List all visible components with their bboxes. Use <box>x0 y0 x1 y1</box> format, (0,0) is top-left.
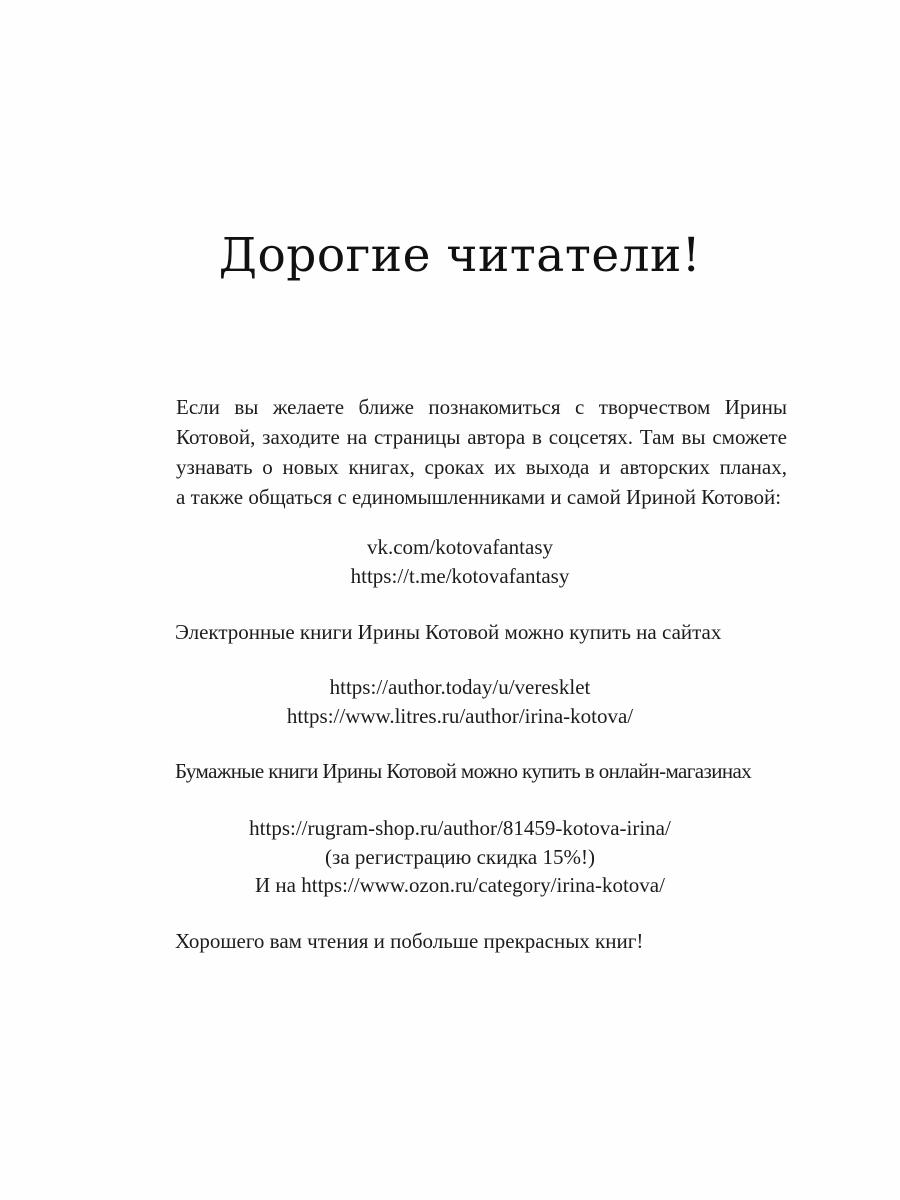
ebooks-heading: Электронные книги Ирины Котовой можно купить на сайтах <box>175 620 722 644</box>
closing-line: Хорошего вам чтения и побольше прекрасных книг! <box>175 929 644 953</box>
social-link-vk[interactable]: vk.com/kotovafantasy <box>366 535 554 559</box>
paper-link-ozon[interactable]: И на https://www.ozon.ru/category/irina-kotova/ <box>255 873 665 897</box>
intro-line: Если вы желаете ближе познакомиться с творчеством Ирины <box>176 395 787 419</box>
ebook-link-litres[interactable]: https://www.litres.ru/author/irina-kotova/ <box>286 704 634 728</box>
discount-note: (за регистрацию скидка 15%!) <box>325 845 595 869</box>
social-link-telegram[interactable]: https://t.me/kotovafantasy <box>350 564 570 588</box>
paper-link-rugram[interactable]: https://rugram-shop.ru/author/81459-kotova-irina/ <box>249 816 671 840</box>
page-title: Дорогие читатели! <box>218 228 702 283</box>
intro-line: узнавать о новых книгах, сроках их выхода и авторских планах, <box>176 455 787 479</box>
ebook-link-author-today[interactable]: https://author.today/u/veresklet <box>329 675 591 699</box>
intro-line: Котовой, заходите на страницы автора в соцсетях. Там вы сможете <box>176 425 787 449</box>
intro-paragraph <box>136 392 787 512</box>
paper-books-heading: Бумажные книги Ирины Котовой можно купить в онлайн-магазинах <box>175 759 752 783</box>
intro-line: а также общаться с единомышленниками и самой Ириной Котовой: <box>176 485 782 509</box>
